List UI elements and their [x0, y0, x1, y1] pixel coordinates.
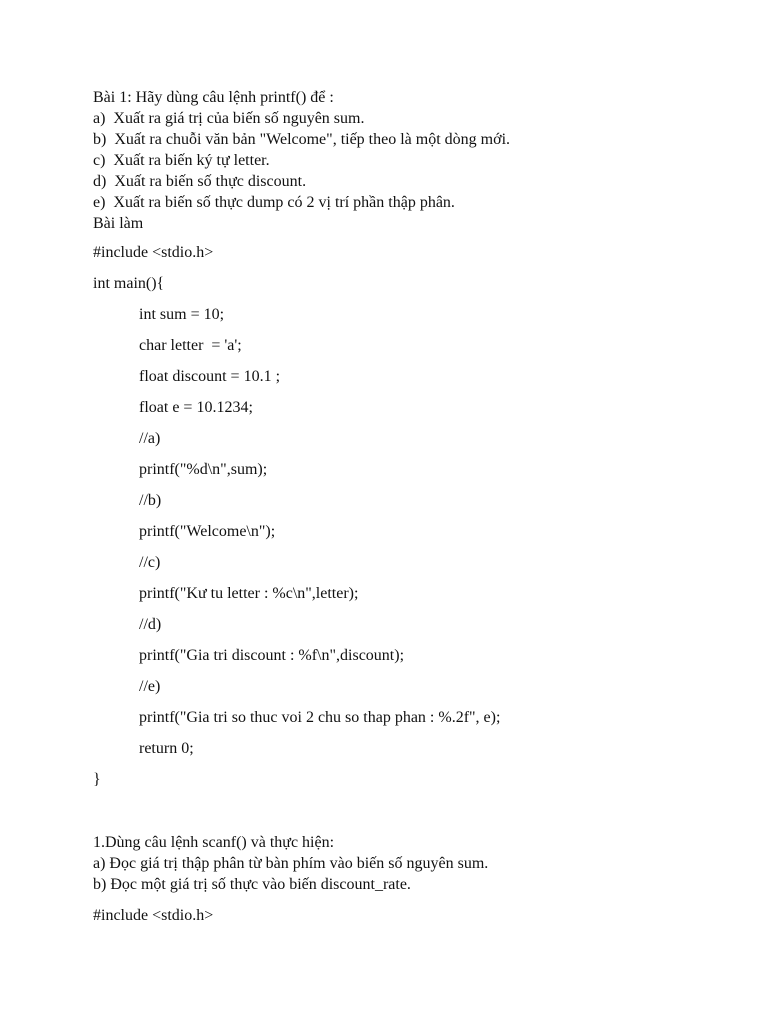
document-page	[93, 87, 733, 926]
code-line: printf("Gia tri discount : %f\n",discount);	[139, 647, 405, 664]
exercise-2-title: 1.Dùng câu lệnh scanf() và thực hiện:	[93, 834, 335, 851]
exercise-2-item-a: a) Đọc giá trị thập phân từ bàn phím vào biến số nguyên sum.	[93, 855, 489, 872]
code-main-close: }	[93, 771, 101, 788]
exercise-1-item-c: c) Xuất ra biến ký tự letter.	[93, 152, 270, 169]
code-comment: //b)	[139, 492, 162, 509]
exercise-1-item-a: a) Xuất ra giá trị của biến số nguyên sum.	[93, 110, 365, 127]
code-comment: //c)	[139, 554, 161, 571]
code-return: return 0;	[139, 740, 194, 757]
exercise-1-item-b: b) Xuất ra chuỗi văn bản "Welcome", tiếp theo là một dòng mới.	[93, 131, 511, 148]
code-2-include: #include <stdio.h>	[93, 907, 214, 924]
code-line: int sum = 10;	[139, 306, 225, 323]
exercise-2-item-b: b) Đọc một giá trị số thực vào biến discount_rate.	[93, 876, 411, 893]
code-line: float discount = 10.1 ;	[139, 368, 281, 385]
code-comment: //d)	[139, 616, 162, 633]
code-comment: //a)	[139, 430, 161, 447]
code-line: printf("Gia tri so thuc voi 2 chu so thap phan : %.2f", e);	[139, 709, 501, 726]
code-line: float e = 10.1234;	[139, 399, 253, 416]
exercise-1-item-e: e) Xuất ra biến số thực dump có 2 vị trí phần thập phân.	[93, 194, 455, 211]
exercise-1-title: Bài 1: Hãy dùng câu lệnh printf() để :	[93, 89, 334, 106]
code-line: printf("Kư tu letter : %c\n",letter);	[139, 585, 359, 602]
code-line: char letter = 'a';	[139, 337, 242, 354]
solution-label: Bài làm	[93, 215, 144, 232]
code-comment: //e)	[139, 678, 161, 695]
code-line: printf("Welcome\n");	[139, 523, 276, 540]
code-main-open: int main(){	[93, 275, 165, 292]
exercise-1-item-d: d) Xuất ra biến số thực discount.	[93, 173, 307, 190]
code-line: printf("%d\n",sum);	[139, 461, 268, 478]
code-include: #include <stdio.h>	[93, 244, 214, 261]
